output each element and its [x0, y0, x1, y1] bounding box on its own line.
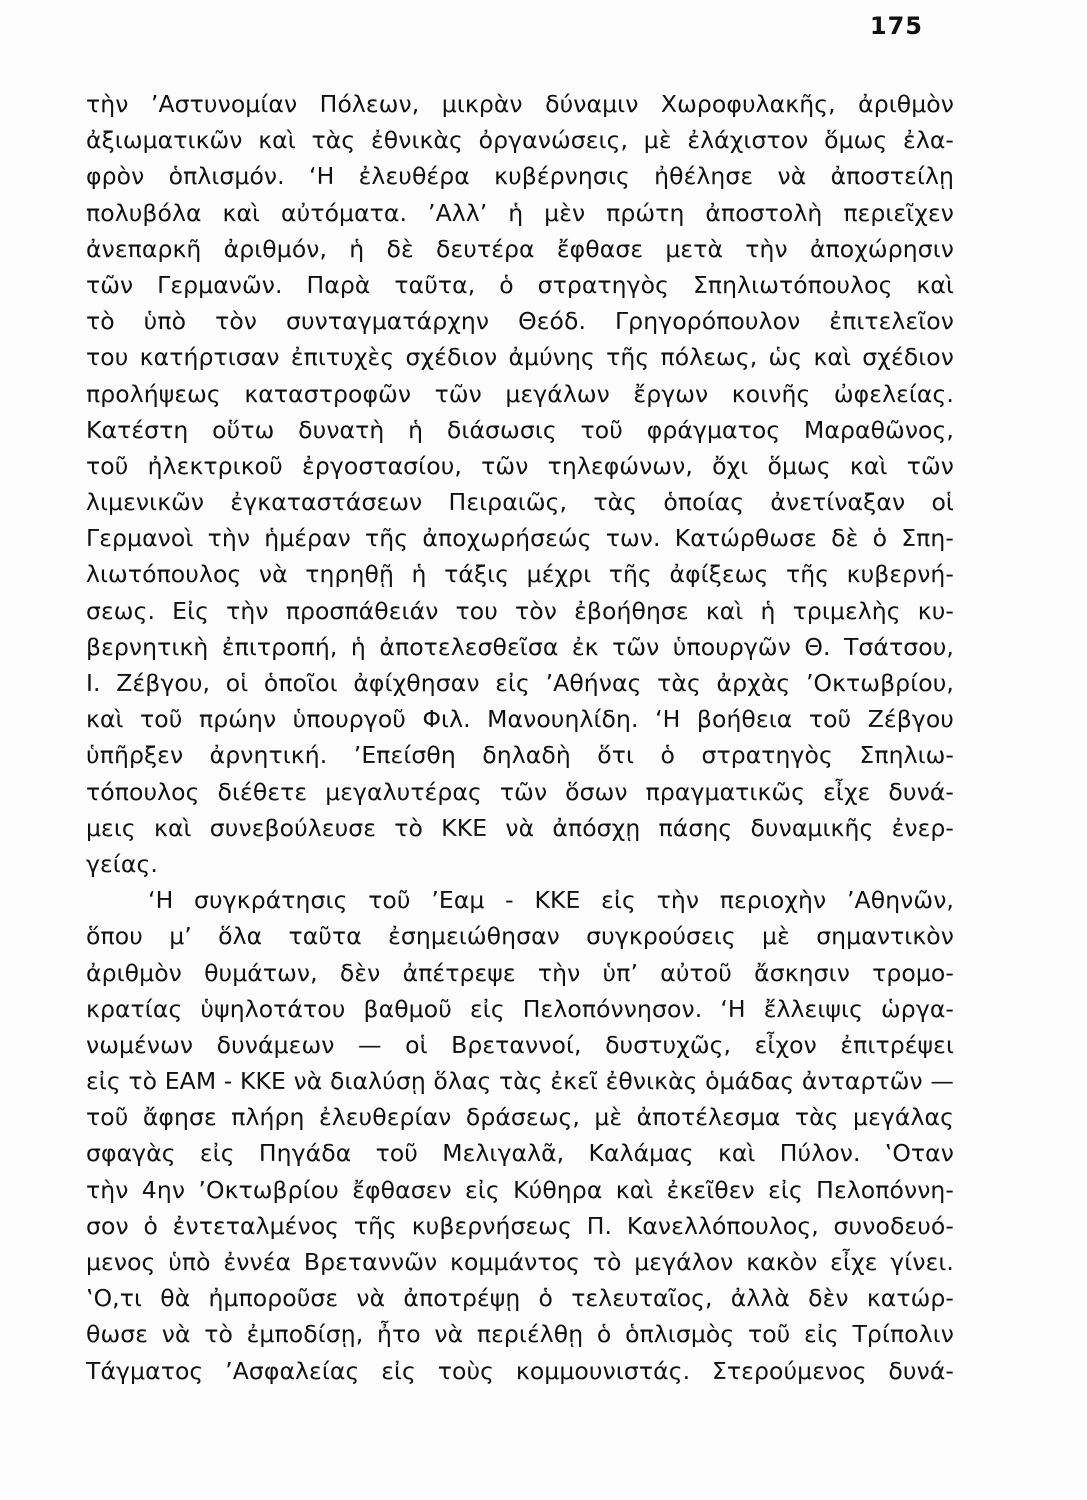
text-line: του κατήρτισαν ἐπιτυχὲς σχέδιον ἀμύνης τῆς πόλεως, ὡς καὶ σχέδιον: [86, 343, 954, 372]
text-line: φρὸν ὁπλισμόν. ‘Η ἐλευθέρα κυβέρνησις ἠθέλησε νὰ ἀποστείλῃ: [86, 162, 954, 191]
text-line: Ι. Ζέβγου, οἱ ὁποῖοι ἀφίχθησαν εἰς ’Αθήνας τὰς ἀρχὰς ’Οκτωβρίου,: [86, 669, 954, 697]
text-line: Τάγματος ’Ασφαλείας εἰς τοὺς κομμουνιστάς. Στερούμενος δυνά-: [86, 1356, 954, 1385]
text-line: τόπουλος διέθετε μεγαλυτέρας τῶν ὅσων πραγματικῶς εἶχε δυνά-: [86, 777, 954, 806]
text-line: μεις καὶ συνεβούλευσε τὸ ΚΚΕ νὰ ἀπόσχῃ πάσης δυναμικῆς ἐνερ-: [86, 813, 954, 842]
text-line: ‛Ο,τι θὰ ἠμποροῦσε νὰ ἀποτρέψῃ ὁ τελευταῖος, ἀλλὰ δὲν κατώρ-: [86, 1284, 954, 1313]
text-line: προλήψεως καταστροφῶν τῶν μεγάλων ἔργων κοινῆς ὠφελείας.: [86, 379, 954, 408]
text-line: κρατίας ὑψηλοτάτου βαθμοῦ εἰς Πελοπόννησον. ‘Η ἔλλειψις ὡργα-: [86, 994, 954, 1023]
body-text: [86, 86, 954, 1389]
text-line: τοῦ ἠλεκτρικοῦ ἐργοστασίου, τῶν τηλεφώνων, ὄχι ὅμως καὶ τῶν: [86, 451, 954, 480]
text-line: τὴν 4ην ’Οκτωβρίου ἔφθασεν εἰς Κύθηρα καὶ ἐκεῖθεν εἰς Πελοπόννη-: [86, 1175, 954, 1204]
text-line: λιωτόπουλος νὰ τηρηθῇ ἡ τάξις μέχρι τῆς ἀφίξεως τῆς κυβερνή-: [86, 560, 954, 589]
text-line: τοῦ ἄφησε πλήρη ἐλευθερίαν δράσεως, μὲ ἀποτέλεσμα τὰς μεγάλας: [86, 1103, 954, 1132]
text-line: σεως. Εἰς τὴν προσπάθειάν του τὸν ἐβοήθησε καὶ ἡ τριμελὴς κυ-: [86, 596, 954, 625]
text-line: θωσε νὰ τὸ ἐμποδίσῃ, ἦτο νὰ περιέλθῃ ὁ ὁπλισμὸς τοῦ εἰς Τρίπολιν: [86, 1320, 954, 1349]
text-line: λιμενικῶν ἐγκαταστάσεων Πειραιῶς, τὰς ὁποίας ἀνετίναξαν οἱ: [86, 488, 954, 517]
text-line: τὴν ’Αστυνομίαν Πόλεων, μικρὰν δύναμιν Χωροφυλακῆς, ἀριθμὸν: [86, 90, 954, 118]
text-line: ἀριθμὸν θυμάτων, δὲν ἀπέτρεψε τὴν ὑπ’ αὐτοῦ ἄσκησιν τρομο-: [86, 958, 954, 987]
text-line: ἀξιωματικῶν καὶ τὰς ἐθνικὰς ὀργανώσεις, μὲ ἐλάχιστον ὅμως ἐλα-: [86, 126, 954, 155]
text-line: γείας.: [86, 849, 158, 878]
text-line: πολυβόλα καὶ αὐτόματα. ’Αλλ’ ἡ μὲν πρώτη ἀποστολὴ περιεῖχεν: [86, 198, 954, 227]
text-line: ‘Η συγκράτησις τοῦ ’Εαμ - ΚΚΕ εἰς τὴν περιοχὴν ’Αθηνῶν,: [148, 886, 954, 915]
text-line: σον ὁ ἐντεταλμένος τῆς κυβερνήσεως Π. Κανελλόπουλος, συνοδευό-: [86, 1211, 954, 1240]
text-line: ὑπῆρξεν ἀρνητική. ’Επείσθη δηλαδὴ ὅτι ὁ στρατηγὸς Σπηλιω-: [86, 741, 954, 770]
text-line: ὅπου μ’ ὅλα ταῦτα ἐσημειώθησαν συγκρούσεις μὲ σημαντικὸν: [86, 922, 954, 951]
text-line: τὸ ὑπὸ τὸν συνταγματάρχην Θεόδ. Γρηγορόπουλον ἐπιτελεῖον: [86, 307, 954, 336]
text-line: σφαγὰς εἰς Πηγάδα τοῦ Μελιγαλᾶ, Καλάμας καὶ Πύλον. ‛Οταν: [86, 1139, 954, 1168]
text-line: βερνητικὴ ἐπιτροπή, ἡ ἀποτελεσθεῖσα ἐκ τῶν ὑπουργῶν Θ. Τσάτσου,: [86, 632, 954, 661]
text-line: Γερμανοὶ τὴν ἡμέραν τῆς ἀποχωρήσεώς των. Κατώρθωσε δὲ ὁ Σπη-: [86, 524, 954, 553]
text-line: τῶν Γερμανῶν. Παρὰ ταῦτα, ὁ στρατηγὸς Σπηλιωτόπουλος καὶ: [86, 270, 954, 299]
text-line: Κατέστη οὕτω δυνατὴ ἡ διάσωσις τοῦ φράγματος Μαραθῶνος,: [86, 415, 954, 444]
text-line: καὶ τοῦ πρώην ὑπουργοῦ Φιλ. Μανουηλίδη. ‘Η βοήθεια τοῦ Ζέβγου: [86, 705, 954, 734]
text-line: μενος ὑπὸ ἐννέα Βρεταννῶν κομμάντος τὸ μεγάλον κακὸν εἶχε γίνει.: [86, 1248, 954, 1276]
text-line: νωμένων δυνάμεων — οἱ Βρεταννοί, δυστυχῶς, εἶχον ἐπιτρέψει: [86, 1030, 954, 1059]
page-number: 175: [869, 12, 923, 40]
text-line: ἀνεπαρκῆ ἀριθμόν, ἡ δὲ δευτέρα ἔφθασε μετὰ τὴν ἀποχώρησιν: [86, 234, 954, 263]
text-line: εἰς τὸ ΕΑΜ - ΚΚΕ νὰ διαλύσῃ ὅλας τὰς ἐκεῖ ἐθνικὰς ὁμάδας ἀνταρτῶν —: [86, 1067, 954, 1096]
